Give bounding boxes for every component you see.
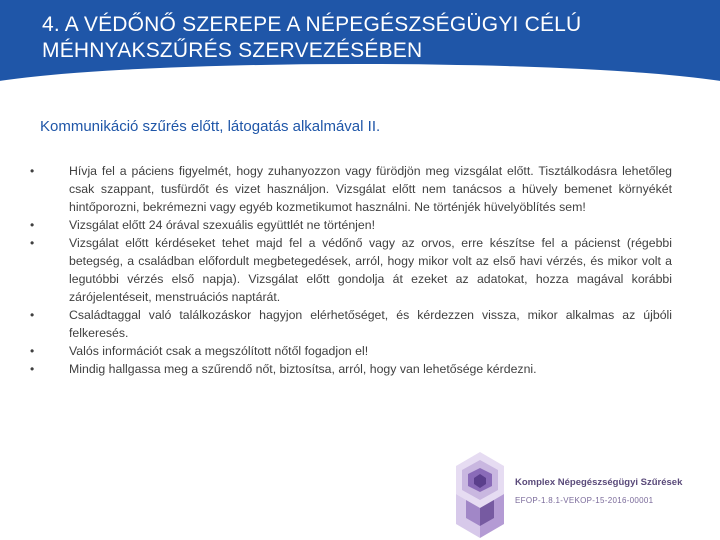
- bullet-text: Családtaggal való találkozáskor hagyjon elérhetőséget, és kérdezzen vissza, mikor alkalmas az újbóli felkeresés.: [69, 308, 672, 340]
- banner-curve: [0, 64, 720, 82]
- slide-title-line-1: 4. A VÉDŐNŐ SZEREPE A NÉPEGÉSZSÉGÜGYI CÉLÚ: [42, 13, 582, 36]
- title-banner: [0, 0, 720, 82]
- bullet-text: Vizsgálat előtt kérdéseket tehet majd fel a védőnő vagy az orvos, erre készítse fel a pácienst (régebbi betegség, a családban előfordult megbetegedések, arról, hogy mikor volt az első havi vérzés, és mikor volt a legutóbbi vérzés első napja). Vizsgálat előtt gondolja át ezeket az adatokat, hozza magával korábbi zárójelentéseit, menstruációs naptárát.: [69, 236, 672, 304]
- bullet-list: [30, 162, 672, 378]
- bullet-icon: •: [30, 236, 35, 250]
- bullet-icon: •: [30, 362, 35, 376]
- logo-title: Komplex Népegészségügyi Szűrések: [515, 477, 683, 488]
- bullet-item: [30, 216, 672, 234]
- bullet-text: Valós információt csak a megszólított nőtől fogadjon el!: [69, 344, 369, 358]
- logo-code: EFOP-1.8.1-VEKOP-15-2016-00001: [515, 496, 654, 505]
- section-subtitle: Kommunikáció szűrés előtt, látogatás alkalmával II.: [40, 118, 381, 135]
- bullet-icon: •: [30, 308, 35, 322]
- bullet-text: Hívja fel a páciens figyelmét, hogy zuhanyozzon vagy fürödjön meg vizsgálat előtt. Tisztálkodásra lehetőleg csak szappant, tusfürdőt és vizet használjon. Vizsgálat előtt nem tanácsos a hüvely bemenet környékét hintőporozni, bekrémezni vagy egyéb kozmetikumot használni. Ne történjék hüvelyöblítés sem!: [69, 164, 672, 214]
- bullet-item: [30, 360, 672, 378]
- bullet-text: Mindig hallgassa meg a szűrendő nőt, biztosítsa, arról, hogy van lehetősége kérdezni.: [69, 362, 537, 376]
- bullet-item: [30, 306, 672, 342]
- program-logo: [452, 450, 720, 540]
- slide-title-line-2: MÉHNYAKSZŰRÉS SZERVEZÉSÉBEN: [42, 39, 423, 62]
- program-logo-icon: [452, 450, 516, 540]
- bullet-text: Vizsgálat előtt 24 órával szexuális együttlét ne történjen!: [69, 218, 376, 232]
- bullet-item: [30, 234, 672, 306]
- bullet-icon: •: [30, 218, 35, 232]
- bullet-icon: •: [30, 344, 35, 358]
- bullet-item: [30, 342, 672, 360]
- bullet-icon: •: [30, 164, 35, 178]
- bullet-item: [30, 162, 672, 216]
- slide-title: [42, 12, 702, 64]
